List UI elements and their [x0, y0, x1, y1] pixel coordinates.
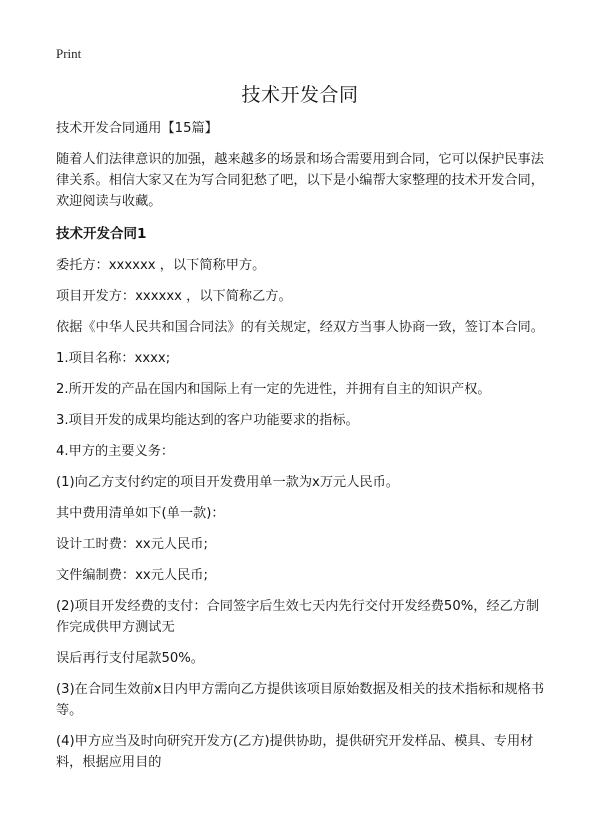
paragraph-client: 委托方：xxxxxx ，以下简称甲方。 — [56, 258, 266, 273]
clause-1: 1.项目名称：xxxx; — [56, 351, 171, 366]
clause-4-2: (2)项目开发经费的支付：合同签字后生效七天内先行交付开发经费50%，经乙方制作完成供甲方测试无 — [56, 599, 540, 635]
document-body — [56, 118, 548, 783]
clause-4-1: (1)向乙方支付约定的项目开发费用单一款为x万元人民币。 — [56, 475, 399, 490]
clause-4-3: (3)在合同生效前x日内甲方需向乙方提供该项目原始数据及相关的技术指标和规格书等。 — [56, 682, 545, 718]
fee-documentation: 文件编制费：xx元人民币; — [56, 568, 208, 583]
paragraph-developer: 项目开发方：xxxxxx ，以下简称乙方。 — [56, 289, 292, 304]
fee-list-intro: 其中费用清单如下(单一款)： — [56, 506, 225, 521]
clause-4: 4.甲方的主要义务： — [56, 444, 175, 459]
clause-3: 3.项目开发的成果均能达到的客户功能要求的指标。 — [56, 413, 359, 428]
clause-4-2-continued: 误后再行支付尾款50%。 — [56, 651, 204, 666]
document-title: 技术开发合同 — [241, 84, 359, 106]
print-link[interactable]: Print — [56, 46, 82, 61]
document-subtitle: 技术开发合同通用【15篇】 — [56, 121, 218, 136]
clause-4-4: (4)甲方应当及时向研究开发方(乙方)提供协助，提供研究开发样品、模具、专用材料，根据应用目的 — [56, 734, 534, 770]
paragraph-legal-basis: 依据《中华人民共和国合同法》的有关规定，经双方当事人协商一致，签订本合同。 — [56, 320, 544, 335]
fee-design: 设计工时费：xx元人民币; — [56, 537, 208, 552]
clause-2: 2.所开发的产品在国内和国际上有一定的先进性，并拥有自主的知识产权。 — [56, 382, 491, 397]
section-heading: 技术开发合同1 — [56, 226, 147, 242]
intro-paragraph: 随着人们法律意识的加强，越来越多的场景和场合需要用到合同，它可以保护民事法律关系。相信大家又在为写合同犯愁了吧，以下是小编帮大家整理的技术开发合同，欢迎阅读与收藏。 — [56, 152, 544, 209]
